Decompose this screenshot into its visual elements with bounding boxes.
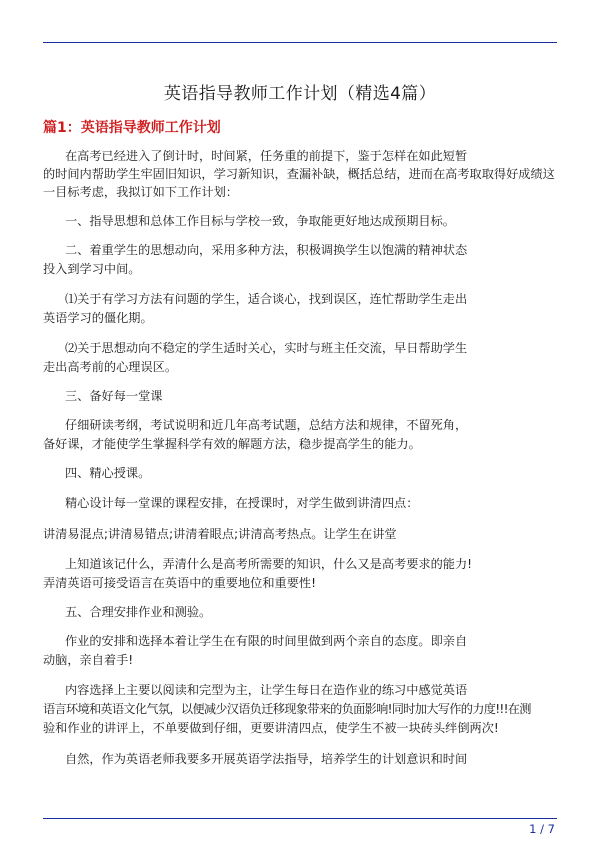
text-line: 精心设计每一堂课的课程安排，在授课时，对学生做到讲清四点： (65, 496, 419, 510)
text-line: 备好课，才能使学生掌握科学有效的解题方法，稳步提高学生的能力。 (43, 437, 421, 451)
text-line: 动脑，亲自着手! (43, 653, 134, 667)
text-line: ⑴关于有学习方法有问题的学生，适合谈心，找到误区，连忙帮助学生走出 (65, 292, 468, 306)
header-rule (43, 42, 557, 43)
text-line: 上知道该记什么，弄清什么是高考所需要的知识，什么又是高考要求的能力! (65, 557, 473, 571)
text-line: 英语学习的僵化期。 (43, 311, 153, 325)
text-line: 作业的安排和选择本着让学生在有限的时间里做到两个亲自的态度。即亲自 (65, 634, 468, 648)
text-line: ⑵关于思想动向不稳定的学生适时关心，实时与班主任交流，早日帮助学生 (65, 341, 468, 355)
text-line: 语言环境和英语文化气氛，以便减少汉语负迁移现象带来的负面影响!同时加大写作的力度!!!在测 (43, 702, 531, 716)
text-line: 自然，作为英语老师我要多开展英语学法指导，培养学生的计划意识和时间 (65, 752, 468, 766)
text-line: 投入到学习中间。 (43, 262, 141, 276)
section-heading: 篇1：英语指导教师工作计划 (43, 120, 221, 136)
text-line: 验和作业的讲评上，不单要做到仔细，更要讲清四点，使学生不被一块砖头绊倒两次! (43, 721, 499, 735)
page-number: 1 / 7 (529, 822, 555, 836)
text-line: 仔细研读考纲，考试说明和近几年高考试题，总结方法和规律，不留死角， (65, 418, 468, 432)
text-line: 三、备好每一堂课 (65, 389, 163, 403)
text-line: 讲清易混点;讲清易错点;讲清着眼点;讲清高考热点。让学生在讲堂 (43, 527, 397, 541)
text-line: 在高考已经进入了倒计时，时间紧，任务重的前提下，鉴于怎样在如此短暂 (65, 149, 468, 163)
document-title: 英语指导教师工作计划（精选4篇） (163, 84, 437, 104)
text-line: 弄清英语可接受语言在英语中的重要地位和重要性! (43, 576, 317, 590)
text-line: 内容选择上主要以阅读和完型为主，让学生每日在造作业的练习中感觉英语 (65, 683, 468, 697)
text-line: 一目标考虑，我拟订如下工作计划： (43, 185, 238, 199)
text-line: 一、指导思想和总体工作目标与学校一致，争取能更好地达成预期目标。 (65, 214, 455, 228)
text-line: 的时间内帮助学生牢固旧知识，学习新知识，查漏补缺，概括总结，进而在高考取取得好成绩这 (43, 167, 555, 181)
text-line: 走出高考前的心理误区。 (43, 360, 178, 374)
text-line: 五、合理安排作业和测验。 (65, 605, 212, 619)
footer-rule (43, 818, 557, 819)
text-line: 二、着重学生的思想动向，采用多种方法，积极调换学生以饱满的精神状态 (65, 243, 468, 257)
text-line: 四、精心授课。 (65, 466, 151, 480)
